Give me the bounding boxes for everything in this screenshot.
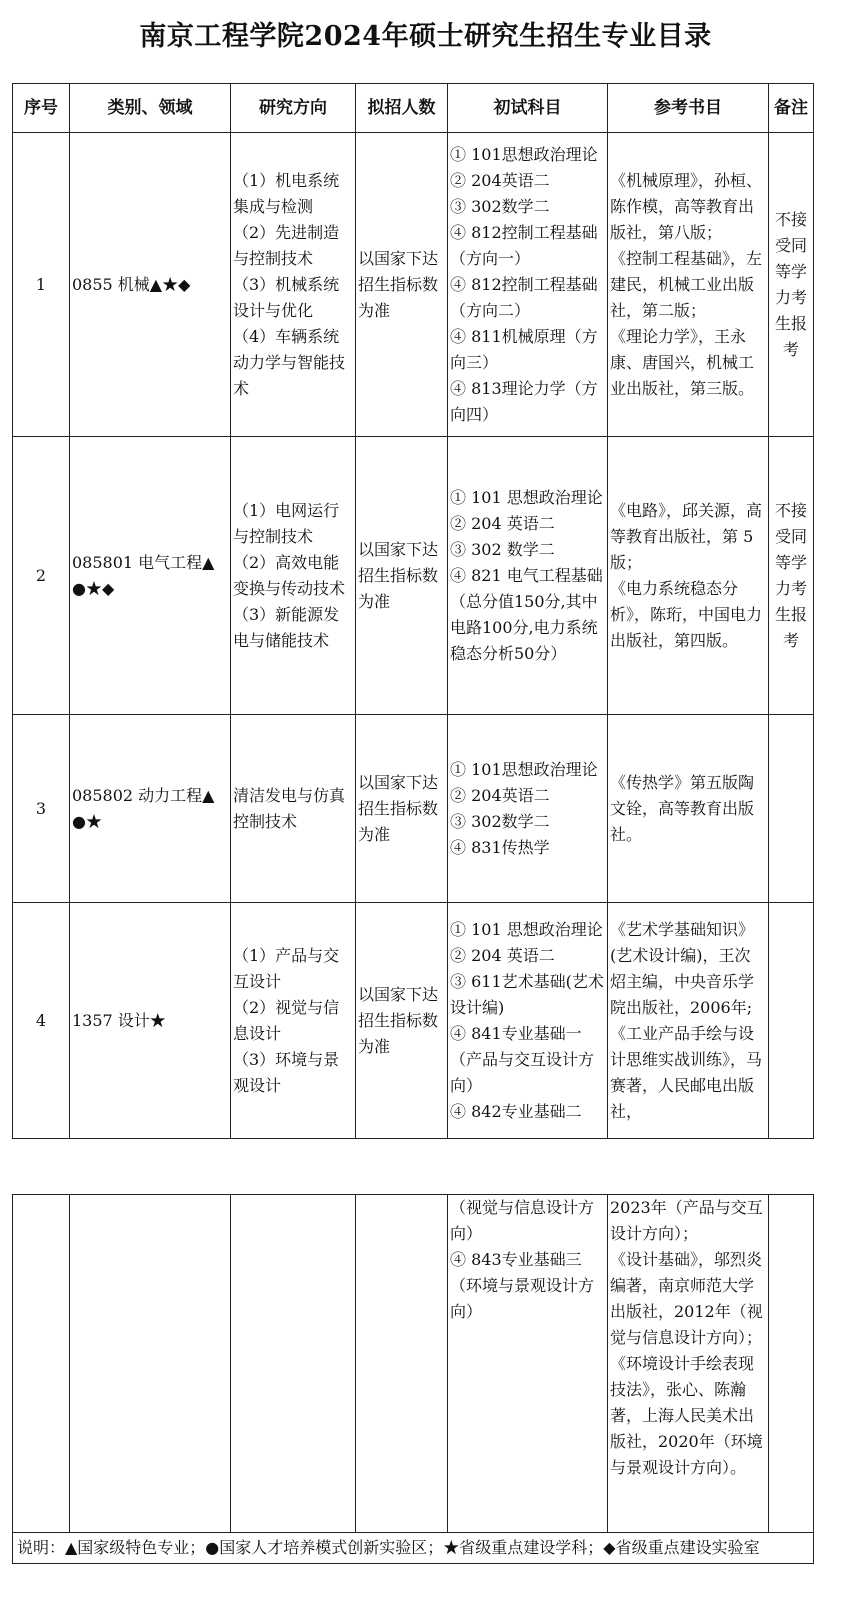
row-books: 《艺术学基础知识》(艺术设计编)，王次炤主编，中央音乐学院出版社，2006年; 《工业产品手绘与设计思维实战训练》，马赛著，人民邮电出版社， [608,903,769,1139]
page-title: 南京工程学院2024年硕士研究生招生专业目录 [139,21,712,52]
cont-category [70,1195,231,1533]
cont-directions [231,1195,356,1533]
header-no: 序号 [13,84,70,133]
row-directions: （1）电网运行与控制技术 （2）高效电能变换与传动技术 （3）新能源发电与储能技术 [231,437,356,715]
row-number: 2 [13,437,70,715]
row-category: 1357 设计★ [70,903,231,1139]
row-enroll: 以国家下达招生指标数为准 [356,133,448,437]
row-number: 3 [13,715,70,903]
row-remark [769,715,814,903]
table-row [13,437,814,715]
row-exams: ① 101 思想政治理论 ② 204 英语二 ③ 302 数学二 ④ 821 电气工程基础（总分值150分,其中电路100分,电力系统稳态分析50分） [448,437,608,715]
catalog-table [12,83,814,1139]
row-number: 1 [13,133,70,437]
row-books: 《传热学》第五版陶文铨，高等教育出版社。 [608,715,769,903]
cont-remark [769,1195,814,1533]
row-category: 085801 电气工程▲●★◆ [70,437,231,715]
row-exams: ① 101 思想政治理论 ② 204 英语二 ③ 611艺术基础(艺术设计编) ④ 841专业基础一（产品与交互设计方向） ④ 842专业基础二 [448,903,608,1139]
table-row [13,715,814,903]
row-books: 《机械原理》，孙桓、陈作模，高等教育出版社，第八版； 《控制工程基础》，左建民，机械工业出版社，第二版； 《理论力学》，王永康、唐国兴，机械工业出版社，第三版。 [608,133,769,437]
table-note: 说明：▲国家级特色专业；●国家人才培养模式创新实验区；★省级重点建设学科；◆省级重点建设实验室 [13,1533,814,1564]
row-exams: ① 101思想政治理论 ② 204英语二 ③ 302数学二 ④ 812控制工程基础（方向一） ④ 812控制工程基础（方向二） ④ 811机械原理（方向三） ④ 813理论力学（方向四） [448,133,608,437]
row-books: 《电路》，邱关源，高等教育出版社，第 5 版； 《电力系统稳态分析》，陈珩，中国电力出版社，第四版。 [608,437,769,715]
row-enroll: 以国家下达招生指标数为准 [356,715,448,903]
catalog-table-continued [12,1194,814,1564]
cont-exams: （视觉与信息设计方向） ④ 843专业基础三（环境与景观设计方向） [448,1195,608,1533]
row-exams: ① 101思想政治理论 ② 204英语二 ③ 302数学二 ④ 831传热学 [448,715,608,903]
header-remark: 备注 [769,84,814,133]
row-directions: （1）产品与交互设计 （2）视觉与信息设计 （3）环境与景观设计 [231,903,356,1139]
row-enroll: 以国家下达招生指标数为准 [356,903,448,1139]
row-category: 0855 机械▲★◆ [70,133,231,437]
cont-enroll [356,1195,448,1533]
row-number: 4 [13,903,70,1139]
header-enroll: 拟招人数 [356,84,448,133]
cont-books: 2023年（产品与交互设计方向）； 《设计基础》，邬烈炎编著，南京师范大学出版社，2012年（视觉与信息设计方向）； 《环境设计手绘表现技法》，张心、陈瀚著，上海人民美术出版社，2020年（环境与景观设计方向）。 [608,1195,769,1533]
header-category: 类别、领域 [70,84,231,133]
header-direction: 研究方向 [231,84,356,133]
cont-number [13,1195,70,1533]
header-exams: 初试科目 [448,84,608,133]
table-row [13,1195,814,1533]
header-books: 参考书目 [608,84,769,133]
row-category: 085802 动力工程▲●★ [70,715,231,903]
table-row [13,903,814,1139]
row-enroll: 以国家下达招生指标数为准 [356,437,448,715]
row-remark: 不接受同等学力考生报考 [769,133,814,437]
note-row [13,1533,814,1564]
table-row [13,133,814,437]
row-remark: 不接受同等学力考生报考 [769,437,814,715]
row-directions: 清洁发电与仿真控制技术 [231,715,356,903]
row-remark [769,903,814,1139]
row-directions: （1）机电系统集成与检测 （2）先进制造与控制技术 （3）机械系统设计与优化 （4）车辆系统动力学与智能技术 [231,133,356,437]
table-header-row [13,84,814,133]
